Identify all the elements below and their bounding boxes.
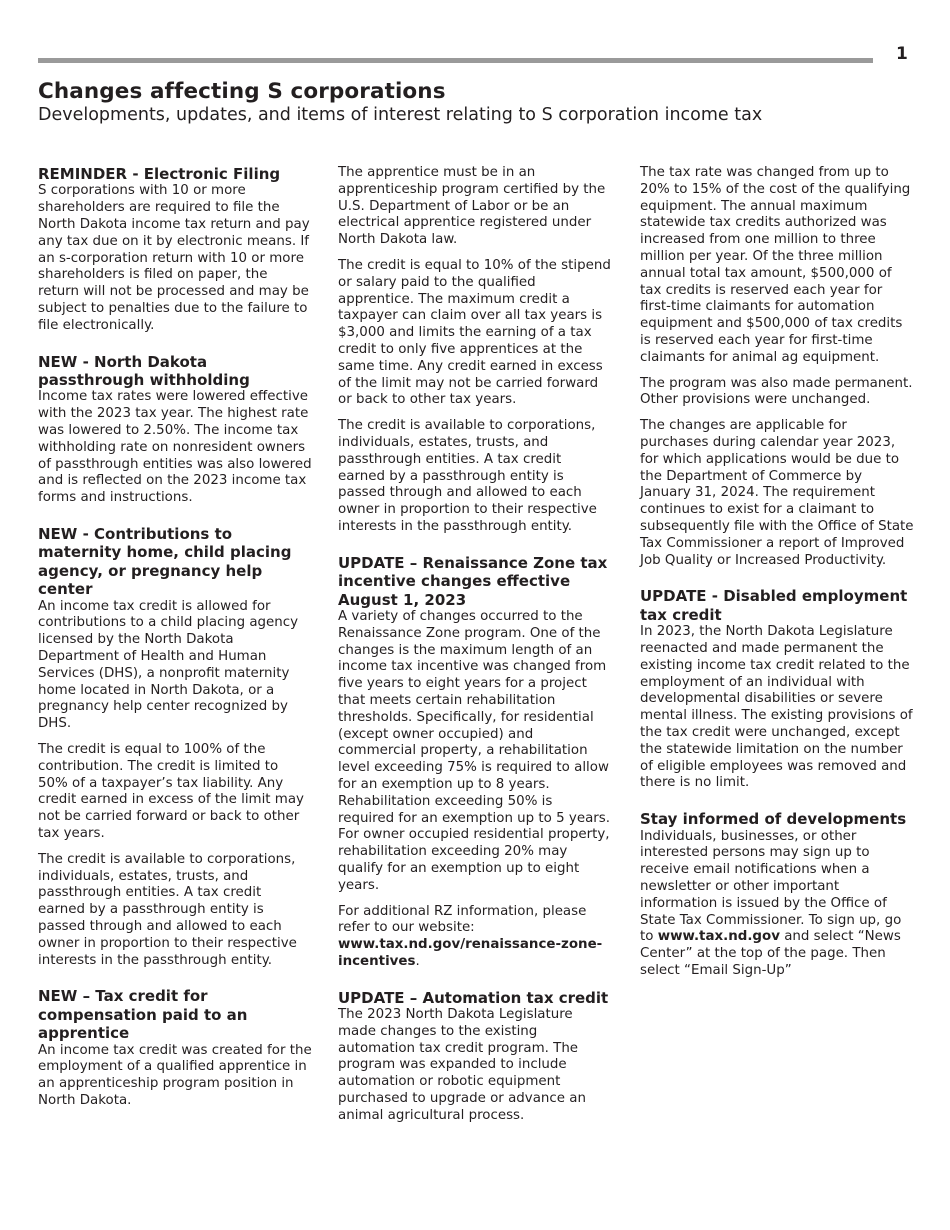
paragraph-text: For additional RZ information, please refer to our website: — [338, 903, 587, 936]
page-number: 1 — [896, 44, 908, 64]
section-heading: NEW - Contributions to maternity home, child placing agency, or pregnancy help center — [38, 524, 292, 599]
paragraph — [640, 829, 914, 980]
section-heading: Stay informed of developments — [640, 810, 907, 829]
paragraph-end: . — [415, 953, 420, 969]
paragraph: The credit is available to corporations, individuals, estates, trusts, and passthrough entities. A tax credit earned by a passthrough entity is passed through and allowed to each owner in proportion to their respective interests in the passthrough entity. — [38, 851, 297, 968]
top-rule — [38, 58, 873, 63]
paragraph: The credit is available to corporations, individuals, estates, trusts, and passthrough entities. A tax credit earned by a passthrough entity is passed through and allowed to each owner in proportion to their respective interests in the passthrough entity. — [338, 418, 597, 534]
paragraph: An income tax credit is allowed for contributions to a child placing agency licensed by the North Dakota Department of Health and Human Services (DHS), a nonprofit maternity home located in North Dakota, or a pregnancy help center recognized by DHS. — [38, 598, 299, 732]
paragraph: Income tax rates were lowered effective with the 2023 tax year. The highest rate was lowered to 2.50%. The income tax withholding rate on nonresident owners of passthrough entities was also lowered and is reflected on the 2023 income tax forms and instructions. — [38, 389, 312, 506]
section-disabled-employment — [640, 587, 914, 792]
paragraph: The tax rate was changed from up to 20% to 15% of the cost of the qualifying equipment. The annual maximum statewide tax credits authorized was increased from one million to three million per year. Of the three million annual total tax amount, $500,000 of tax credits is reserved each year for first-time claimants for automation equipment and $500,000 of tax credits is reserved each year for first-time claimants for animal ag equipment. — [640, 165, 911, 365]
paragraph: A variety of changes occurred to the Renaissance Zone program. One of the changes is the maximum length of an income tax incentive was changed from five years to eight years for a project that meets certain rehabilitation thresholds. Specifically, for residential (except owner occupied) and commercial property, a rehabilitation level exceeding 75% is required to allow for an exemption up to 8 years. Rehabilitation exceeding 50% is required for an exemption up to 5 years. For owner occupied residential property, rehabilitation exceeding 20% may qualify for an exemption up to eight years. — [338, 608, 611, 893]
column-3 — [640, 165, 914, 998]
paragraph: The changes are applicable for purchases during calendar year 2023, for which applications would be due to the Department of Commerce by January 31, 2024. The requirement continues to exist for a claimant to subsequently file with the Office of State Tax Commissioner a report of Improved Job Quality or Increased Productivity. — [640, 418, 914, 568]
tax-website-link[interactable]: www.tax.nd.gov — [657, 929, 780, 945]
paragraph-end: and select “News Center” at the top of the page. Then select “Email Sign-Up” — [640, 929, 901, 978]
renaissance-zone-link[interactable]: www.tax.nd.gov/renaissance-zone-incentives — [338, 937, 603, 969]
paragraph — [338, 904, 612, 971]
paragraph: The 2023 North Dakota Legislature made changes to the existing automation tax credit program. The program was expanded to include automation or robotic equipment purchased to upgrade or advance an animal agricultural process. — [338, 1007, 586, 1123]
section-automation-credit-continued — [640, 165, 914, 569]
paragraph: An income tax credit was created for the employment of a qualified apprentice in an apprenticeship program position in North Dakota. — [38, 1042, 312, 1108]
section-renaissance-zone — [338, 554, 612, 971]
page-title: Changes affecting S corporations — [38, 79, 446, 104]
section-heading: NEW – Tax credit for compensation paid to an apprentice — [38, 987, 248, 1043]
column-2 — [338, 165, 612, 1143]
column-1 — [38, 165, 312, 1128]
paragraph: S corporations with 10 or more shareholders are required to file the North Dakota income tax return and pay any tax due on it by electronic means. If an s-corporation return with 10 or more shareholders is filed on paper, the return will not be processed and may be subject to penalties due to the failure to file electronically. — [38, 183, 310, 333]
section-heading: UPDATE – Automation tax credit — [338, 988, 609, 1007]
section-heading: UPDATE – Renaissance Zone tax incentive changes effective August 1, 2023 — [338, 553, 608, 609]
section-maternity-contributions — [38, 525, 312, 969]
section-heading: NEW - North Dakota passthrough withholding — [38, 352, 250, 389]
paragraph: The credit is equal to 10% of the stipend or salary paid to the qualified apprentice. The maximum credit a taxpayer can claim over all tax years is $3,000 and limits the earning of a tax credit to only five apprentices at the same time. Any credit earned in excess of the limit may not be carried forward or back to other tax years. — [338, 257, 611, 408]
section-apprentice-credit — [38, 987, 312, 1109]
section-passthrough-withholding — [38, 353, 312, 507]
page-subtitle: Developments, updates, and items of interest relating to S corporation income tax — [38, 105, 763, 125]
section-apprentice-credit-continued — [338, 165, 612, 536]
section-automation-credit — [338, 989, 612, 1125]
section-electronic-filing — [38, 165, 312, 335]
section-heading: REMINDER - Electronic Filing — [38, 165, 281, 183]
paragraph: The credit is equal to 100% of the contribution. The credit is limited to 50% of a taxpayer’s tax liability. Any credit earned in excess of the limit may not be carried forward or back to other tax years. — [38, 741, 304, 841]
paragraph: The program was also made permanent. Other provisions were unchanged. — [640, 375, 913, 408]
paragraph: In 2023, the North Dakota Legislature reenacted and made permanent the existing income tax credit related to the employment of an individual with developmental disabilities or severe mental illness. The existing provisions of the tax credit were unchanged, except the statewide limitation on the number of eligible employees was removed and there is no limit. — [640, 624, 913, 791]
paragraph-text: Individuals, businesses, or other interested persons may sign up to receive email notifications when a newsletter or other important information is issued by the Office of State Tax Commissioner. To sign up, go to — [640, 828, 902, 945]
section-heading: UPDATE - Disabled employment tax credit — [640, 587, 908, 624]
section-stay-informed — [640, 810, 914, 980]
paragraph: The apprentice must be in an apprenticeship program certified by the U.S. Department of Labor or be an electrical apprentice registered under North Dakota law. — [338, 165, 606, 248]
